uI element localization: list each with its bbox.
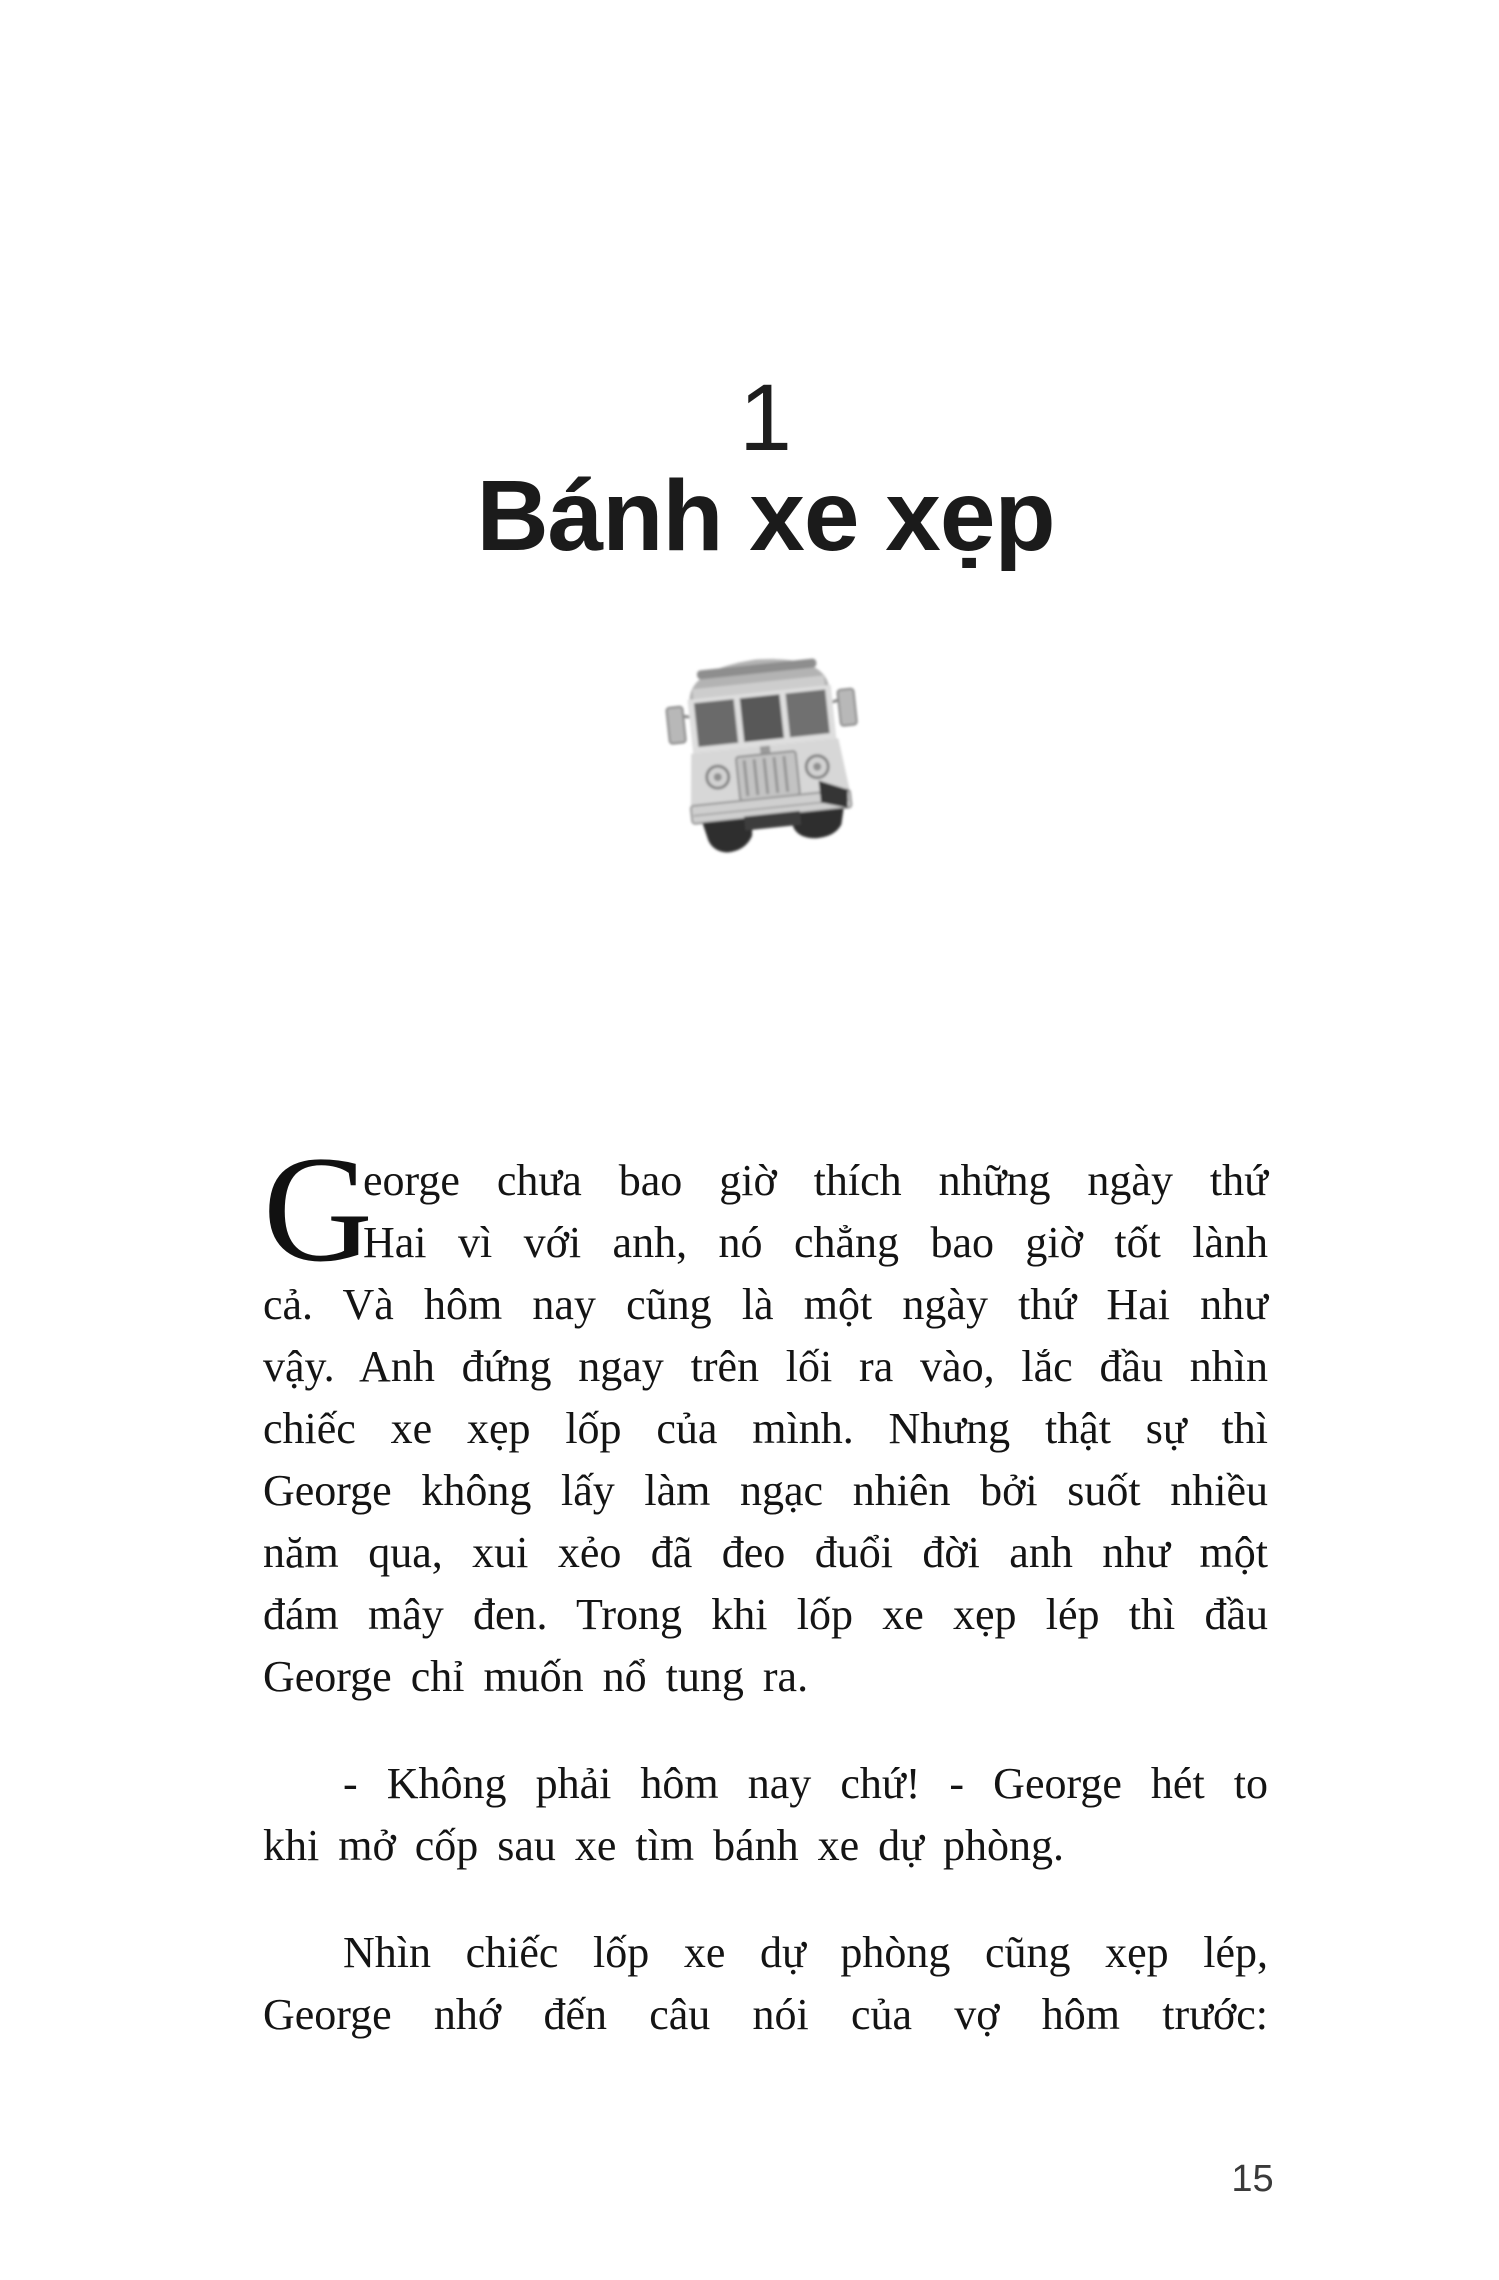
- dropcap-letter: G: [263, 1125, 373, 1293]
- text-line: cả. Và hôm nay cũng là một ngày thứ Hai như: [263, 1280, 1268, 1329]
- chapter-number: 1: [739, 365, 792, 471]
- bus-illustration: [663, 648, 868, 858]
- text-line: George không lấy làm ngạc nhiên bởi suốt nhiều: [263, 1466, 1268, 1515]
- page-number: 15: [1231, 2158, 1274, 2200]
- body-paragraph: [263, 1922, 1268, 2046]
- text-line: George nhớ đến câu nói của vợ hôm trước:: [263, 1990, 1268, 2039]
- text-line: năm qua, xui xẻo đã đeo đuổi đời anh như một: [263, 1528, 1268, 1577]
- text-line: khi mở cốp sau xe tìm bánh xe dự phòng.: [263, 1821, 1065, 1870]
- text-line: đám mây đen. Trong khi lốp xe xẹp lép thì đầu: [263, 1590, 1268, 1639]
- text-line: eorge chưa bao giờ thích những ngày thứ: [363, 1156, 1268, 1205]
- text-line: chiếc xe xẹp lốp của mình. Nhưng thật sự thì: [263, 1404, 1268, 1453]
- text-line: Nhìn chiếc lốp xe dự phòng cũng xẹp lép,: [343, 1928, 1268, 1977]
- text-line: - Không phải hôm nay chứ! - George hét to: [343, 1759, 1268, 1808]
- body-paragraph: [263, 1753, 1268, 1877]
- body-paragraph: [263, 1125, 1268, 1708]
- chapter-title: Bánh xe xẹp: [476, 460, 1055, 572]
- text-line: Hai vì với anh, nó chẳng bao giờ tốt lành: [363, 1218, 1268, 1267]
- text-line: George chỉ muốn nổ tung ra.: [263, 1652, 809, 1701]
- text-line: vậy. Anh đứng ngay trên lối ra vào, lắc đầu nhìn: [263, 1342, 1268, 1391]
- school-bus-icon: [653, 638, 879, 868]
- body-text: [263, 1125, 1268, 2046]
